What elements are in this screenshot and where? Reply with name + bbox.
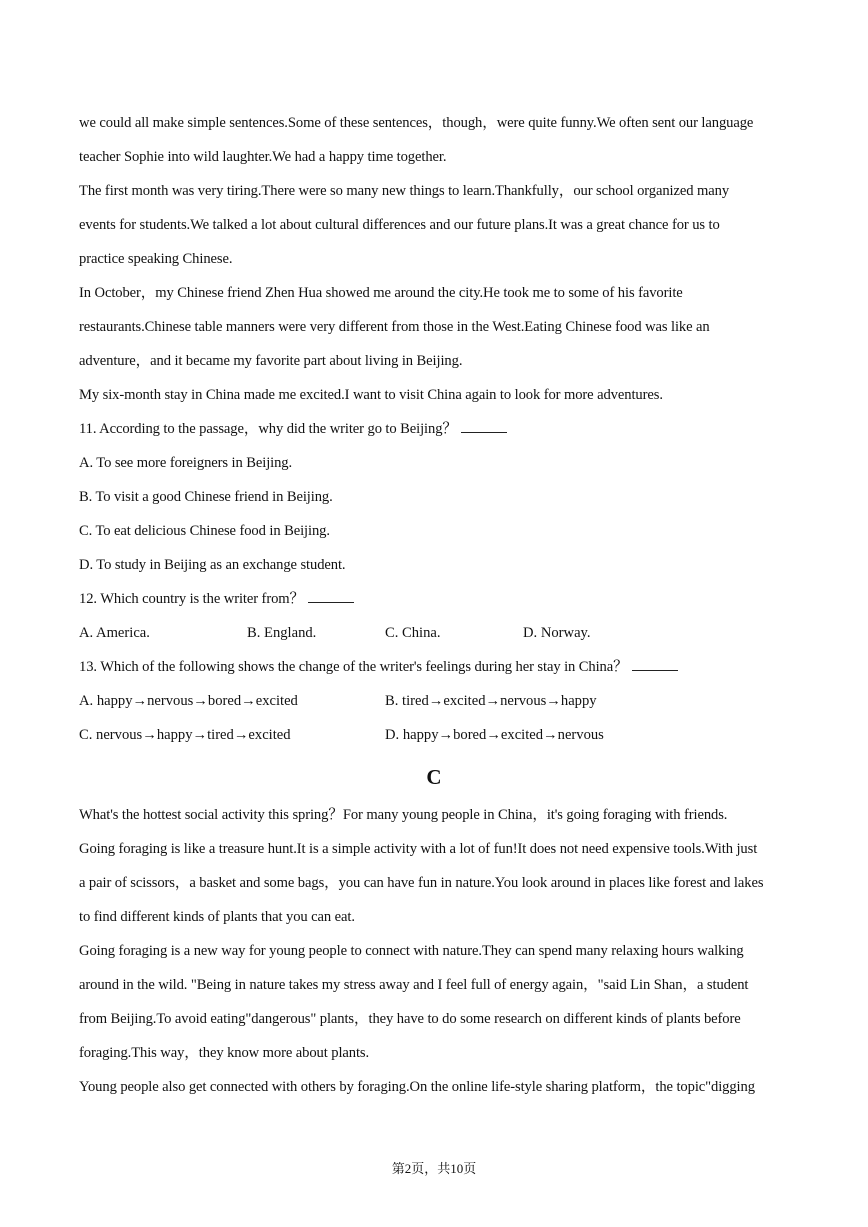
passage-line: around in the wild. "Being in nature takes my stress away and I feel full of energy again，"said Lin Shan，a student: [79, 977, 749, 993]
passage-line: to find different kinds of plants that you can eat.: [79, 909, 355, 925]
question-13-option-d: D. happy→bored→excited→nervous: [385, 727, 604, 743]
question-11-option-b: B. To visit a good Chinese friend in Beijing.: [79, 489, 333, 505]
question-13-option-a: A. happy→nervous→bored→excited: [79, 693, 298, 709]
passage-line: My six-month stay in China made me excited.I want to visit China again to look for more adventures.: [79, 387, 663, 403]
passage-line: In October，my Chinese friend Zhen Hua showed me around the city.He took me to some of his favorite: [79, 285, 683, 301]
passage-line: The first month was very tiring.There were so many new things to learn.Thankfully，our school organized many: [79, 183, 730, 199]
answer-blank[interactable]: [461, 420, 507, 433]
section-heading: C: [426, 765, 442, 789]
question-11-stem: [79, 420, 507, 438]
question-12-option-c: C. China.: [385, 625, 441, 641]
passage-line: Going foraging is a new way for young people to connect with nature.They can spend many relaxing hours walking: [79, 943, 744, 959]
passage-line: Going foraging is like a treasure hunt.It is a simple activity with a lot of fun!It does not need expensive tools.With just: [79, 841, 758, 857]
question-13-text: 13. Which of the following shows the change of the writer's feelings during her stay in China？: [79, 659, 628, 675]
passage-line: a pair of scissors，a basket and some bags，you can have fun in nature.You look around in places like forest and lakes: [79, 875, 764, 891]
passage-line: adventure，and it became my favorite part about living in Beijing.: [79, 353, 463, 369]
passage-line: we could all make simple sentences.Some of these sentences，though，were quite funny.We often sent our language: [79, 115, 754, 131]
question-11-option-c: C. To eat delicious Chinese food in Beijing.: [79, 523, 330, 539]
page-number: 第2页，共10页: [391, 1161, 477, 1176]
question-11-option-a: A. To see more foreigners in Beijing.: [79, 455, 293, 471]
passage-line: restaurants.Chinese table manners were very different from those in the West.Eating Chinese food was like an: [79, 319, 710, 335]
passage-line: Young people also get connected with others by foraging.On the online life-style sharing platform，the topic"digging: [79, 1079, 755, 1095]
question-11-text: 11. According to the passage，why did the writer go to Beijing？: [79, 421, 457, 437]
question-13-option-c: C. nervous→happy→tired→excited: [79, 727, 291, 743]
passage-line: foraging.This way，they know more about plants.: [79, 1045, 370, 1061]
question-12-text: 12. Which country is the writer from？: [79, 591, 305, 607]
passage-line: practice speaking Chinese.: [79, 251, 233, 267]
passage-line: teacher Sophie into wild laughter.We had a happy time together.: [79, 149, 447, 165]
question-13-option-b: B. tired→excited→nervous→happy: [385, 693, 597, 709]
question-12-option-d: D. Norway.: [523, 625, 591, 641]
passage-line: from Beijing.To avoid eating"dangerous" plants，they have to do some research on different kinds of plants before: [79, 1011, 741, 1027]
answer-blank[interactable]: [632, 658, 678, 671]
passage-line: events for students.We talked a lot about cultural differences and our future plans.It was a great chance for us to: [79, 217, 720, 233]
question-12-option-a: A. America.: [79, 625, 150, 641]
question-11-option-d: D. To study in Beijing as an exchange student.: [79, 557, 346, 573]
question-12-option-b: B. England.: [247, 625, 317, 641]
passage-line: What's the hottest social activity this spring？For many young people in China，it's going foraging with friends.: [79, 807, 728, 823]
question-12-stem: [79, 590, 354, 608]
question-13-stem: [79, 658, 678, 676]
answer-blank[interactable]: [308, 590, 354, 603]
